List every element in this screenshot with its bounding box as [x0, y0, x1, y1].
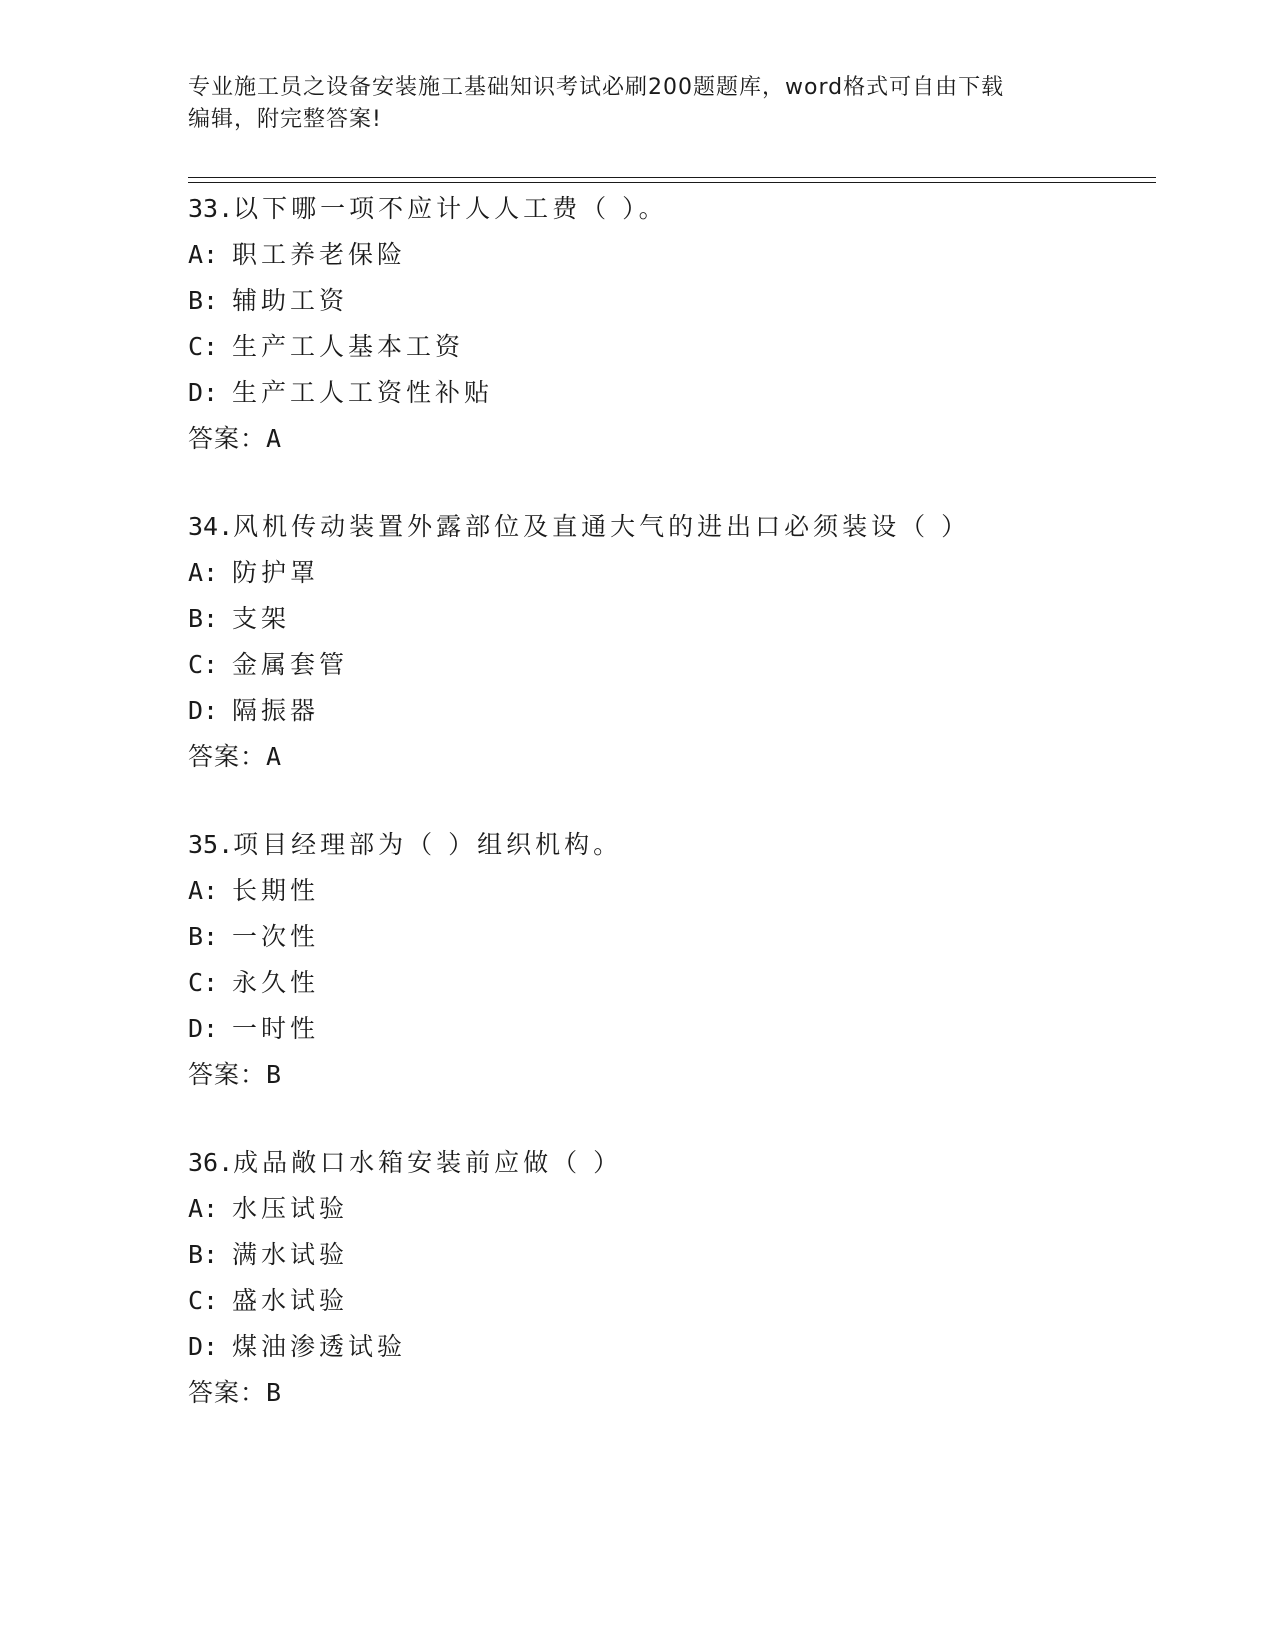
header-divider-top — [188, 177, 1156, 178]
answer-value: A — [266, 742, 283, 771]
option-text: 生产工人基本工资 — [232, 332, 465, 361]
document-header — [188, 72, 1088, 136]
option-text: 满水试验 — [232, 1240, 349, 1269]
option-key: D: — [188, 378, 219, 407]
question-number: 36. — [188, 1148, 234, 1177]
option-text: 盛水试验 — [232, 1286, 349, 1315]
answer-value: A — [266, 424, 283, 453]
question-number: 33. — [188, 194, 234, 223]
option-c — [188, 642, 1168, 688]
option-b — [188, 1232, 1168, 1278]
question-34 — [188, 504, 1168, 780]
question-36 — [188, 1140, 1168, 1416]
option-text: 水压试验 — [232, 1194, 349, 1223]
option-text: 煤油渗透试验 — [232, 1332, 407, 1361]
option-key: D: — [188, 1332, 219, 1361]
question-text: 以下哪一项不应计人人工费（ ）。 — [233, 194, 668, 223]
option-d — [188, 688, 1168, 734]
option-b — [188, 278, 1168, 324]
option-key: B: — [188, 286, 219, 315]
option-text: 生产工人工资性补贴 — [232, 378, 494, 407]
option-key: C: — [188, 968, 219, 997]
option-d — [188, 1006, 1168, 1052]
option-d — [188, 370, 1168, 416]
header-line-1: 专业施工员之设备安装施工基础知识考试必刷200题题库，word格式可自由下载 — [188, 75, 1005, 100]
option-key: B: — [188, 604, 219, 633]
option-key: A: — [188, 876, 219, 905]
question-stem — [188, 504, 1168, 550]
option-key: A: — [188, 558, 219, 587]
option-text: 永久性 — [232, 968, 320, 997]
question-stem — [188, 1140, 1168, 1186]
question-stem — [188, 822, 1168, 868]
question-number: 34. — [188, 512, 234, 541]
option-key: B: — [188, 922, 219, 951]
option-a — [188, 232, 1168, 278]
header-line-2: 编辑，附完整答案! — [188, 107, 382, 132]
question-number: 35. — [188, 830, 234, 859]
option-key: C: — [188, 1286, 219, 1315]
answer-label: 答案： — [188, 742, 267, 771]
option-a — [188, 868, 1168, 914]
answer-label: 答案： — [188, 424, 267, 453]
option-text: 辅助工资 — [232, 286, 349, 315]
option-a — [188, 550, 1168, 596]
option-d — [188, 1324, 1168, 1370]
answer-line — [188, 1370, 1168, 1416]
question-text: 风机传动装置外露部位及直通大气的进出口必须装设（ ） — [233, 512, 971, 541]
option-text: 职工养老保险 — [232, 240, 407, 269]
option-key: D: — [188, 1014, 219, 1043]
answer-label: 答案： — [188, 1378, 267, 1407]
answer-line — [188, 416, 1168, 462]
question-text: 项目经理部为（ ）组织机构。 — [233, 830, 623, 859]
option-text: 一时性 — [232, 1014, 320, 1043]
option-a — [188, 1186, 1168, 1232]
answer-line — [188, 1052, 1168, 1098]
option-text: 防护罩 — [232, 558, 320, 587]
option-b — [188, 596, 1168, 642]
header-divider-bottom — [188, 182, 1156, 183]
option-text: 金属套管 — [232, 650, 349, 679]
answer-label: 答案： — [188, 1060, 267, 1089]
question-text: 成品敞口水箱安装前应做（ ） — [233, 1148, 623, 1177]
option-text: 长期性 — [232, 876, 320, 905]
option-key: A: — [188, 240, 219, 269]
option-text: 隔振器 — [232, 696, 320, 725]
option-b — [188, 914, 1168, 960]
option-c — [188, 1278, 1168, 1324]
answer-line — [188, 734, 1168, 780]
option-key: D: — [188, 696, 219, 725]
option-key: C: — [188, 332, 219, 361]
option-key: A: — [188, 1194, 219, 1223]
option-c — [188, 324, 1168, 370]
question-35 — [188, 822, 1168, 1098]
question-stem — [188, 186, 1168, 232]
answer-value: B — [266, 1378, 283, 1407]
option-text: 支架 — [232, 604, 291, 633]
question-33 — [188, 186, 1168, 462]
answer-value: B — [266, 1060, 283, 1089]
option-key: C: — [188, 650, 219, 679]
option-c — [188, 960, 1168, 1006]
option-key: B: — [188, 1240, 219, 1269]
option-text: 一次性 — [232, 922, 320, 951]
